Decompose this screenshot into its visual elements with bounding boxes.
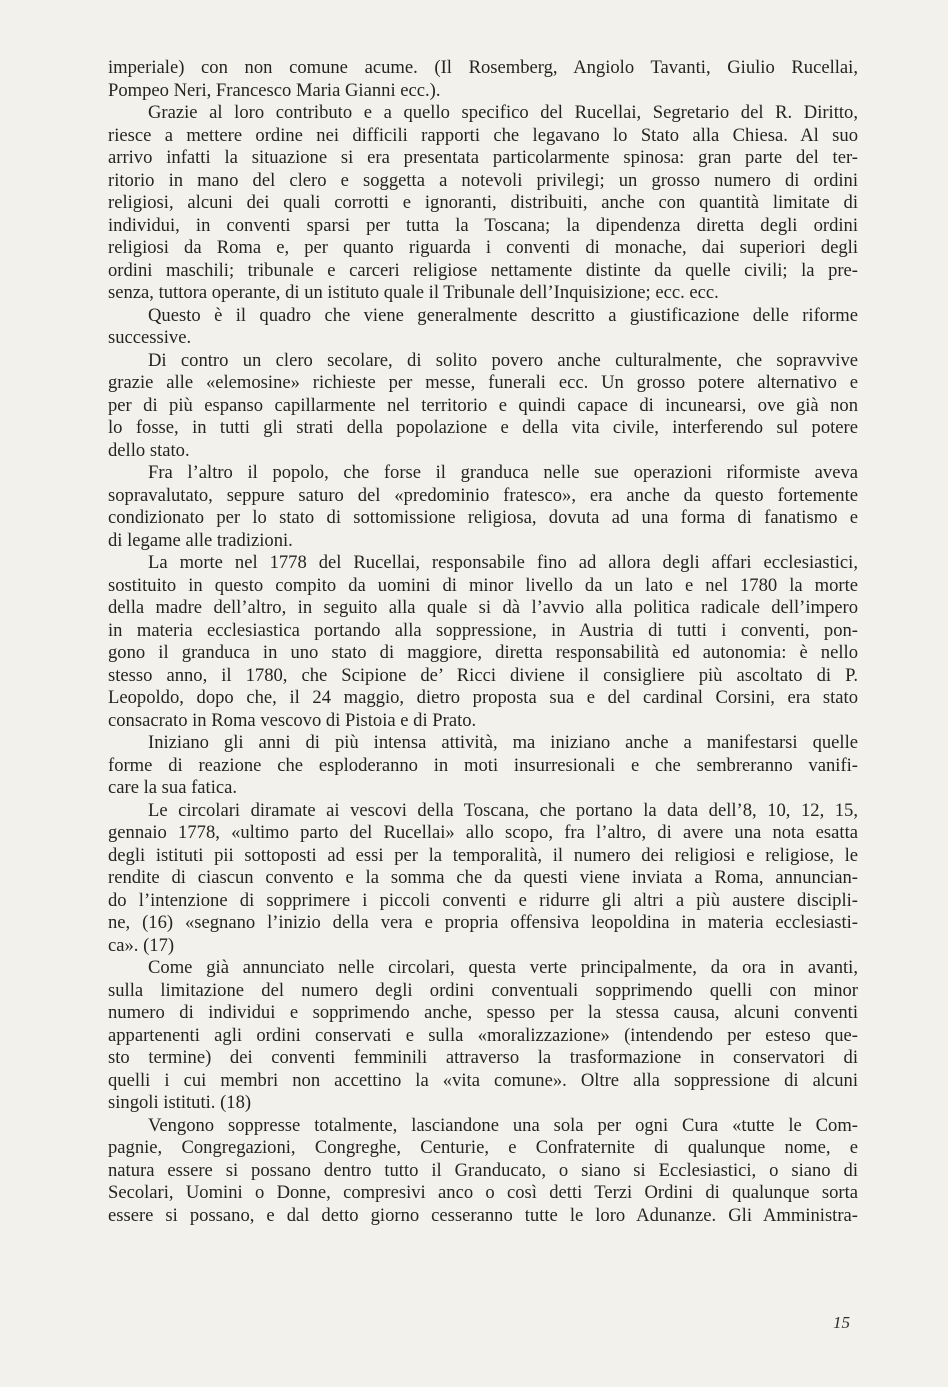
text-line: senza, tuttora operante, di un istituto quale il Tribunale dell’Inquisizione; ecc. ecc. xyxy=(108,282,719,303)
text-line: Di contro un clero secolare, di solito povero anche culturalmente, che sopravvive xyxy=(148,349,858,371)
text-line: Secolari, Uomini o Donne, compresivi anco o così detti Terzi Ordini di qualunque sorta xyxy=(108,1182,858,1203)
text-line: Pompeo Neri, Francesco Maria Gianni ecc.). xyxy=(108,79,441,101)
text-line: essere si possano, e dal detto giorno cesseranno tutte le loro Adunanze. Gli Amministra- xyxy=(108,1204,858,1226)
text-line: Fra l’altro il popolo, che forse il granduca nelle sue operazioni riformiste aveva xyxy=(148,462,858,483)
text-line: Come già annunciato nelle circolari, questa verte principalmente, da ora in avanti, xyxy=(148,957,858,978)
text-line: forme di reazione che esploderanno in moti insurresionali e che sembreranno vanifi- xyxy=(108,754,858,776)
text-line: La morte nel 1778 del Rucellai, responsabile fino ad allora degli affari ecclesiastici, xyxy=(148,552,858,573)
text-line: Le circolari diramate ai vescovi della Toscana, che portano la data dell’8, 10, 12, 15, xyxy=(148,799,858,821)
text-line: dello stato. xyxy=(108,439,190,461)
text-line: riesce a mettere ordine nei difficili rapporti che legavano lo Stato alla Chiesa. Al suo xyxy=(108,124,858,146)
text-line: quelli i cui membri non accettino la «vita comune». Oltre alla soppressione di alcuni xyxy=(108,1069,858,1091)
text-line: ca». (17) xyxy=(108,934,175,956)
text-line: imperiale) con non comune acume. (Il Rosemberg, Angiolo Tavanti, Giulio Rucellai, xyxy=(108,57,858,78)
text-line: natura essere si possano dentro tutto il Granducato, o siano si Ecclesiastici, o siano di xyxy=(108,1159,858,1181)
text-line: do l’intenzione di sopprimere i piccoli conventi e ridurre gli altri a più austere discipli- xyxy=(108,889,858,911)
text-line: degli istituti pii sottoposti ad essi per la temporalità, il numero dei religiosi e religiose, le xyxy=(108,844,858,866)
text-line: religiosi da Roma e, per quanto riguarda i conventi di monache, dai superiori degli xyxy=(108,237,858,258)
text-line: individui, in conventi sparsi per tutta la Toscana; la dipendenza diretta degli ordini xyxy=(108,214,858,236)
text-line: care la sua fatica. xyxy=(108,777,238,798)
text-line: condizionato per lo stato di sottomissione religiosa, dovuta ad una forma di fanatismo e xyxy=(108,507,858,528)
text-line: sulla limitazione del numero degli ordini conventuali sopprimendo quelli con minor xyxy=(108,979,858,1001)
text-line: sostituito in questo compito da uomini di minor livello da un lato e nel 1780 la morte xyxy=(108,574,858,596)
text-line: della madre dell’altro, in seguito alla quale si dà l’avvio alla politica radicale dell’impero xyxy=(108,597,858,618)
text-line: Questo è il quadro che viene generalmente descritto a giustificazione delle riforme xyxy=(148,304,858,326)
text-line: di legame alle tradizioni. xyxy=(108,529,293,551)
text-line: singoli istituti. (18) xyxy=(108,1092,252,1113)
text-line: gennaio 1778, «ultimo parto del Rucellai» allo scopo, fra l’altro, di avere una nota esatta xyxy=(108,822,858,843)
text-line: in materia ecclesiastica portando alla soppressione, in Austria di tutti i conventi, pon- xyxy=(108,619,858,641)
text-line: Grazie al loro contributo e a quello specifico del Rucellai, Segretario del R. Diritto, xyxy=(148,102,858,123)
text-line: ne, (16) «segnano l’inizio della vera e propria offensiva leopoldina in materia ecclesiasti- xyxy=(108,912,858,933)
text-line: stesso anno, il 1780, che Scipione de’ Ricci diviene il consigliere più ascoltato di P. xyxy=(108,664,858,686)
text-line: numero di individui e sopprimendo anche, spesso per la stessa causa, alcuni conventi xyxy=(108,1002,858,1023)
text-line: ritorio in mano del clero e soggetta a notevoli privilegi; un grosso numero di ordini xyxy=(108,169,858,191)
text-line: arrivo infatti la situazione si era presentata particolarmente spinosa: gran parte del ter- xyxy=(108,147,858,168)
text-line: per di più espanso capillarmente nel territorio e quindi capace di incunearsi, ove già non xyxy=(108,394,858,416)
text-line: religiosi, alcuni dei quali corrotti e ignoranti, distribuiti, anche con quantità limitate di xyxy=(108,192,858,213)
text-line: rendite di ciascun convento e la somma che da questi viene inviata a Roma, annuncian- xyxy=(108,867,858,888)
text-line: sto termine) dei conventi femminili attraverso la trasformazione in conservatori di xyxy=(108,1047,858,1068)
text-line: Iniziano gli anni di più intensa attività, ma iniziano anche a manifestarsi quelle xyxy=(148,732,858,753)
body-text xyxy=(108,57,858,1227)
text-line: lo fosse, in tutti gli strati della popolazione e della vita civile, interferendo sul potere xyxy=(108,417,858,438)
text-line: appartenenti agli ordini conservati e sulla «moralizzazione» (intendendo per esteso que- xyxy=(108,1024,858,1046)
text-line: Leopoldo, dopo che, il 24 maggio, dietro proposta sua e del cardinal Corsini, era stato xyxy=(108,687,858,708)
text-line: grazie alle «elemosine» richieste per messe, funerali ecc. Un grosso potere alternativo e xyxy=(108,372,858,393)
text-line: consacrato in Roma vescovo di Pistoia e di Prato. xyxy=(108,709,477,731)
text-line: ordini maschili; tribunale e carceri religiose nettamente distinte da quelle civili; la pre- xyxy=(108,259,858,281)
page-number: 15 xyxy=(833,1313,850,1332)
text-line: pagnie, Congregazioni, Congreghe, Centurie, e Confraternite di qualunque nome, e xyxy=(108,1137,858,1158)
text-line: gono il granduca in uno stato di maggiore, diretta responsabilità ed autonomia: è nello xyxy=(108,642,858,663)
text-line: Vengono soppresse totalmente, lasciandone una sola per ogni Cura «tutte le Com- xyxy=(148,1114,858,1136)
text-line: successive. xyxy=(108,327,192,348)
text-line: sopravalutato, seppure saturo del «predominio fratesco», era anche da questo fortemente xyxy=(108,484,858,506)
